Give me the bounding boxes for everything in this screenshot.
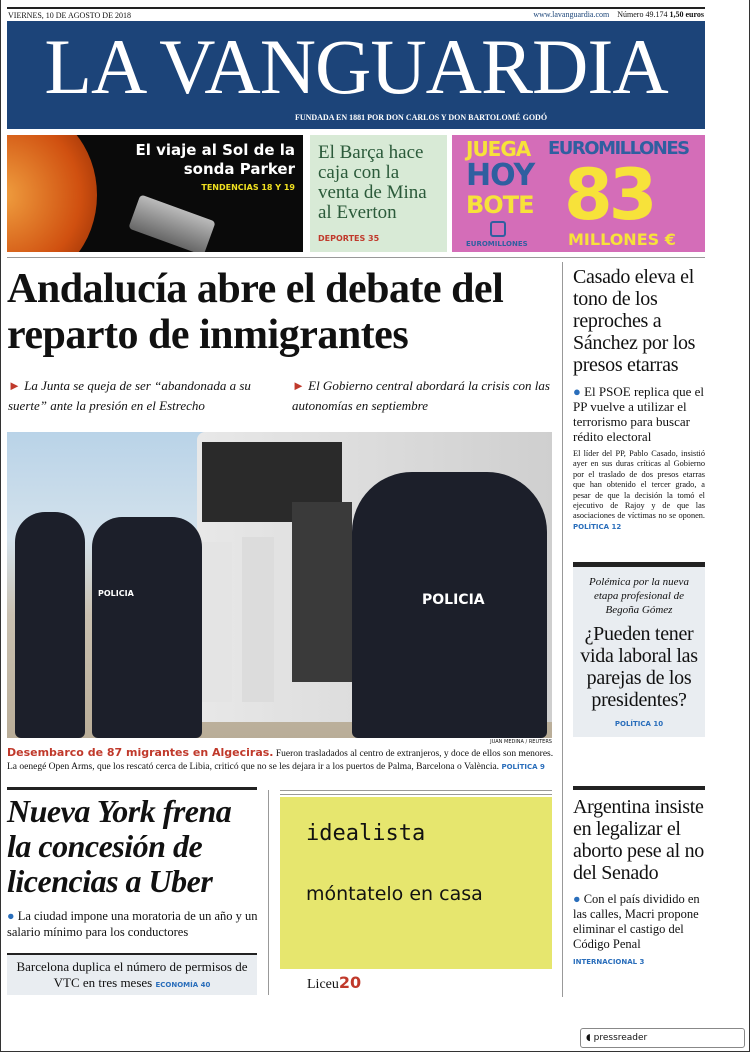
subhead-text: La Junta se queja de ser “abandonada a su suerte” ante la presión en el Estrecho	[8, 378, 251, 413]
idealista-ad[interactable]	[280, 797, 552, 969]
probe-image	[128, 194, 215, 252]
story-argentina[interactable]	[573, 786, 705, 967]
pressreader-badge[interactable]	[580, 1028, 745, 1048]
uber-bullet: ● La ciudad impone una moratoria de un año y un salario mínimo para los conductores	[7, 909, 258, 939]
caption-lead: Desembarco de 87 migrantes en Algeciras.	[7, 746, 274, 759]
promo-section: DEPORTES 35	[318, 234, 380, 243]
police-officer	[15, 512, 85, 738]
brand-text: EUROMILLONES	[548, 138, 689, 159]
juega-text: JUEGA	[466, 137, 531, 161]
jackpot-amount: 83	[564, 154, 654, 236]
pressreader-label: pressreader	[593, 1033, 648, 1043]
sun-image	[7, 135, 97, 252]
top-rule	[7, 7, 705, 9]
website-link[interactable]: www.lavanguardia.com	[533, 10, 610, 19]
section-link[interactable]: POLÍTICA 12	[573, 522, 622, 531]
subhead-text: El Gobierno central abordará la crisis con las autonomías en septiembre	[292, 378, 550, 413]
story-body: El líder del PP, Pablo Casado, insistió ayer en sus duras críticas al Gobierno por el traslado de dos presos etarras que han obtenido el tercer grado, a pesar de que la decisión la tomó el ejecutivo de Rajoy y de que las asociaciones de víctimas no se oponen. POLÍTICA 12	[573, 449, 705, 531]
liceu-logo: Liceu20	[307, 973, 362, 992]
story-kicker: Polémica por la nueva etapa profesional de Begoña Gómez	[589, 576, 689, 616]
police-officer	[92, 517, 202, 738]
lead-subhead-1	[8, 376, 278, 416]
promo-euromillones[interactable]	[452, 135, 705, 252]
pressreader-icon: ◖	[586, 1033, 591, 1043]
issue-number: Número 49.174	[617, 10, 668, 19]
section-link[interactable]: POLÍTICA 10	[614, 720, 664, 728]
lead-photo	[7, 432, 552, 738]
promo-title: El viaje al Sol de la sonda Parker	[135, 141, 295, 178]
story-bullet: ● El PSOE replica que el PP vuelve a utilizar el terrorismo para buscar rédito electoral	[573, 384, 704, 444]
story-begona[interactable]	[573, 562, 705, 737]
ad-slogan: móntatelo en casa	[306, 883, 483, 905]
vtc-box[interactable]: Barcelona duplica el número de permisos de VTC en tres meses ECONOMÍA 40	[7, 953, 257, 995]
story-title: ¿Pueden tener vida laboral las parejas de los presidentes?	[580, 623, 698, 711]
masthead	[7, 21, 705, 129]
masthead-title: LA VANGUARDIA	[44, 23, 668, 110]
story-casado[interactable]	[573, 266, 705, 532]
uber-headline[interactable]: Nueva York frena la concesión de licencias a Uber	[7, 793, 232, 899]
logo-text: EUROMILLONES	[466, 240, 528, 248]
story-title: Casado eleva el tono de los reproches a Sánchez por los presos etarras	[573, 266, 696, 376]
police-label: POLICIA	[422, 592, 485, 608]
euromillones-logo-icon	[490, 221, 506, 237]
price: 1,50 euros	[669, 10, 704, 19]
top-info	[533, 10, 704, 19]
story-bullet: ● Con el país dividido en las calles, Macri propone eliminar el castigo del Código Penal	[573, 892, 700, 951]
promo-section: TENDENCIAS 18 Y 19	[201, 183, 295, 192]
bote-text: BOTE	[466, 191, 534, 219]
triangle-icon: ►	[8, 378, 25, 393]
triangle-icon: ►	[292, 378, 309, 393]
promo-text	[95, 141, 295, 193]
lead-subhead-2	[292, 376, 562, 416]
promo-barca[interactable]	[310, 135, 447, 252]
photo-credit: JUAN MEDINA / REUTERS	[490, 739, 552, 745]
jackpot-unit: MILLONES €	[568, 230, 676, 249]
lead-headline[interactable]: Andalucía abre el debate del reparto de inmigrantes	[7, 266, 504, 358]
photo-caption	[7, 746, 557, 774]
promo-parker[interactable]	[7, 135, 303, 252]
section-link[interactable]: POLÍTICA 9	[501, 763, 545, 771]
column-divider	[562, 262, 563, 997]
column-divider	[268, 790, 269, 995]
divider	[573, 786, 705, 790]
section-link[interactable]: INTERNACIONAL 3	[573, 958, 645, 966]
section-link[interactable]: ECONOMÍA 40	[155, 981, 211, 989]
migrant	[202, 542, 232, 702]
ad-rule	[280, 790, 552, 795]
bus-door	[292, 502, 352, 682]
caption-text: Fueron trasladados al centro de extranjeros, y doce de ellos son menores. La oenegé Open Arms, que los rescató cerca de Libia, criticó que no se les dejara ir a los puertos de Palma, Barcelona o València.	[7, 749, 554, 772]
story-title: Argentina insiste en legalizar el aborto pese al no del Senado	[573, 796, 704, 884]
date: VIERNES, 10 DE AGOSTO DE 2018	[8, 11, 131, 20]
migrant	[242, 537, 274, 702]
ad-brand: idealista	[306, 821, 426, 846]
police-label: POLICIA	[98, 589, 134, 598]
hoy-text: HOY	[466, 158, 535, 193]
promo-title: El Barça hace caja con la venta de Mina al Everton	[318, 142, 427, 223]
police-officer	[352, 472, 547, 738]
divider	[7, 787, 257, 790]
masthead-founded: FUNDADA EN 1881 POR DON CARLOS Y DON BARTOLOMÉ GODÓ	[294, 113, 548, 122]
divider	[7, 257, 705, 258]
